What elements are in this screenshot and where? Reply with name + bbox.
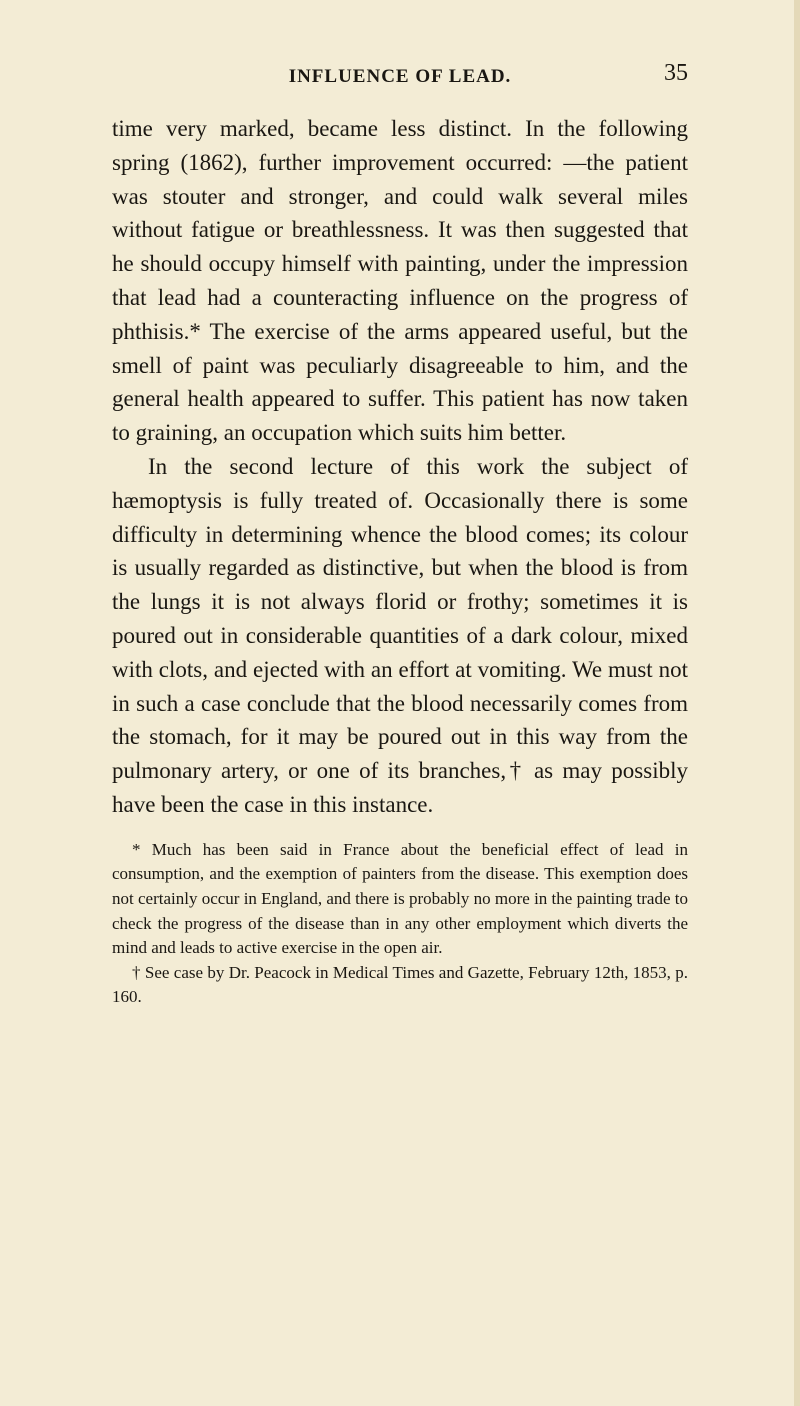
running-head [112, 60, 688, 104]
footnote-asterisk: * Much has been said in France about the beneficial effect of lead in consumption, and the exemption of painters from the disease. This exemption does not certainly occur in England, and there is probably no more in the painting trade to check the progress of the disease than in any other employment which diverts the mind and leads to active exercise in the open air. [112, 839, 688, 958]
running-title: INFLUENCE OF LEAD. [288, 66, 512, 87]
body-text [112, 112, 688, 822]
paragraph-haemoptysis: In the second lecture of this work the subject of hæmoptysis is fully treated of. Occasionally there is some difficulty in determining whence the blood comes; its colour is usually regarded as distinctive, but when the blood is from the lungs it is not always florid or frothy; sometimes it is poured out in considerable quantities of a dark colour, mixed with clots, and ejected with an effort at vomiting. We must not in such a case conclude that the blood necessarily comes from the stomach, for it may be poured out in this way from the pulmonary artery, or one of its branches,† as may possibly have been the case in this instance. [112, 453, 688, 817]
page-number: 35 [664, 60, 688, 86]
footnotes [112, 838, 688, 1010]
footnote-dagger: † See case by Dr. Peacock in Medical Times and Gazette, February 12th, 1853, p. 160. [112, 962, 688, 1007]
page-edge [794, 0, 800, 1406]
paragraph-continuation: time very marked, became less distinct. In the following spring (1862), further improvement occurred: —the patient was stouter and stronger, and could walk several miles without fatigue or breathlessness. It was then suggested that he should occupy himself with painting, under the impression that lead had a counteracting influence on the progress of phthisis.* The exercise of the arms appeared useful, but the smell of paint was peculiarly disagreeable to him, and the general health appeared to suffer. This patient has now taken to graining, an occupation which suits him better. [112, 116, 688, 446]
